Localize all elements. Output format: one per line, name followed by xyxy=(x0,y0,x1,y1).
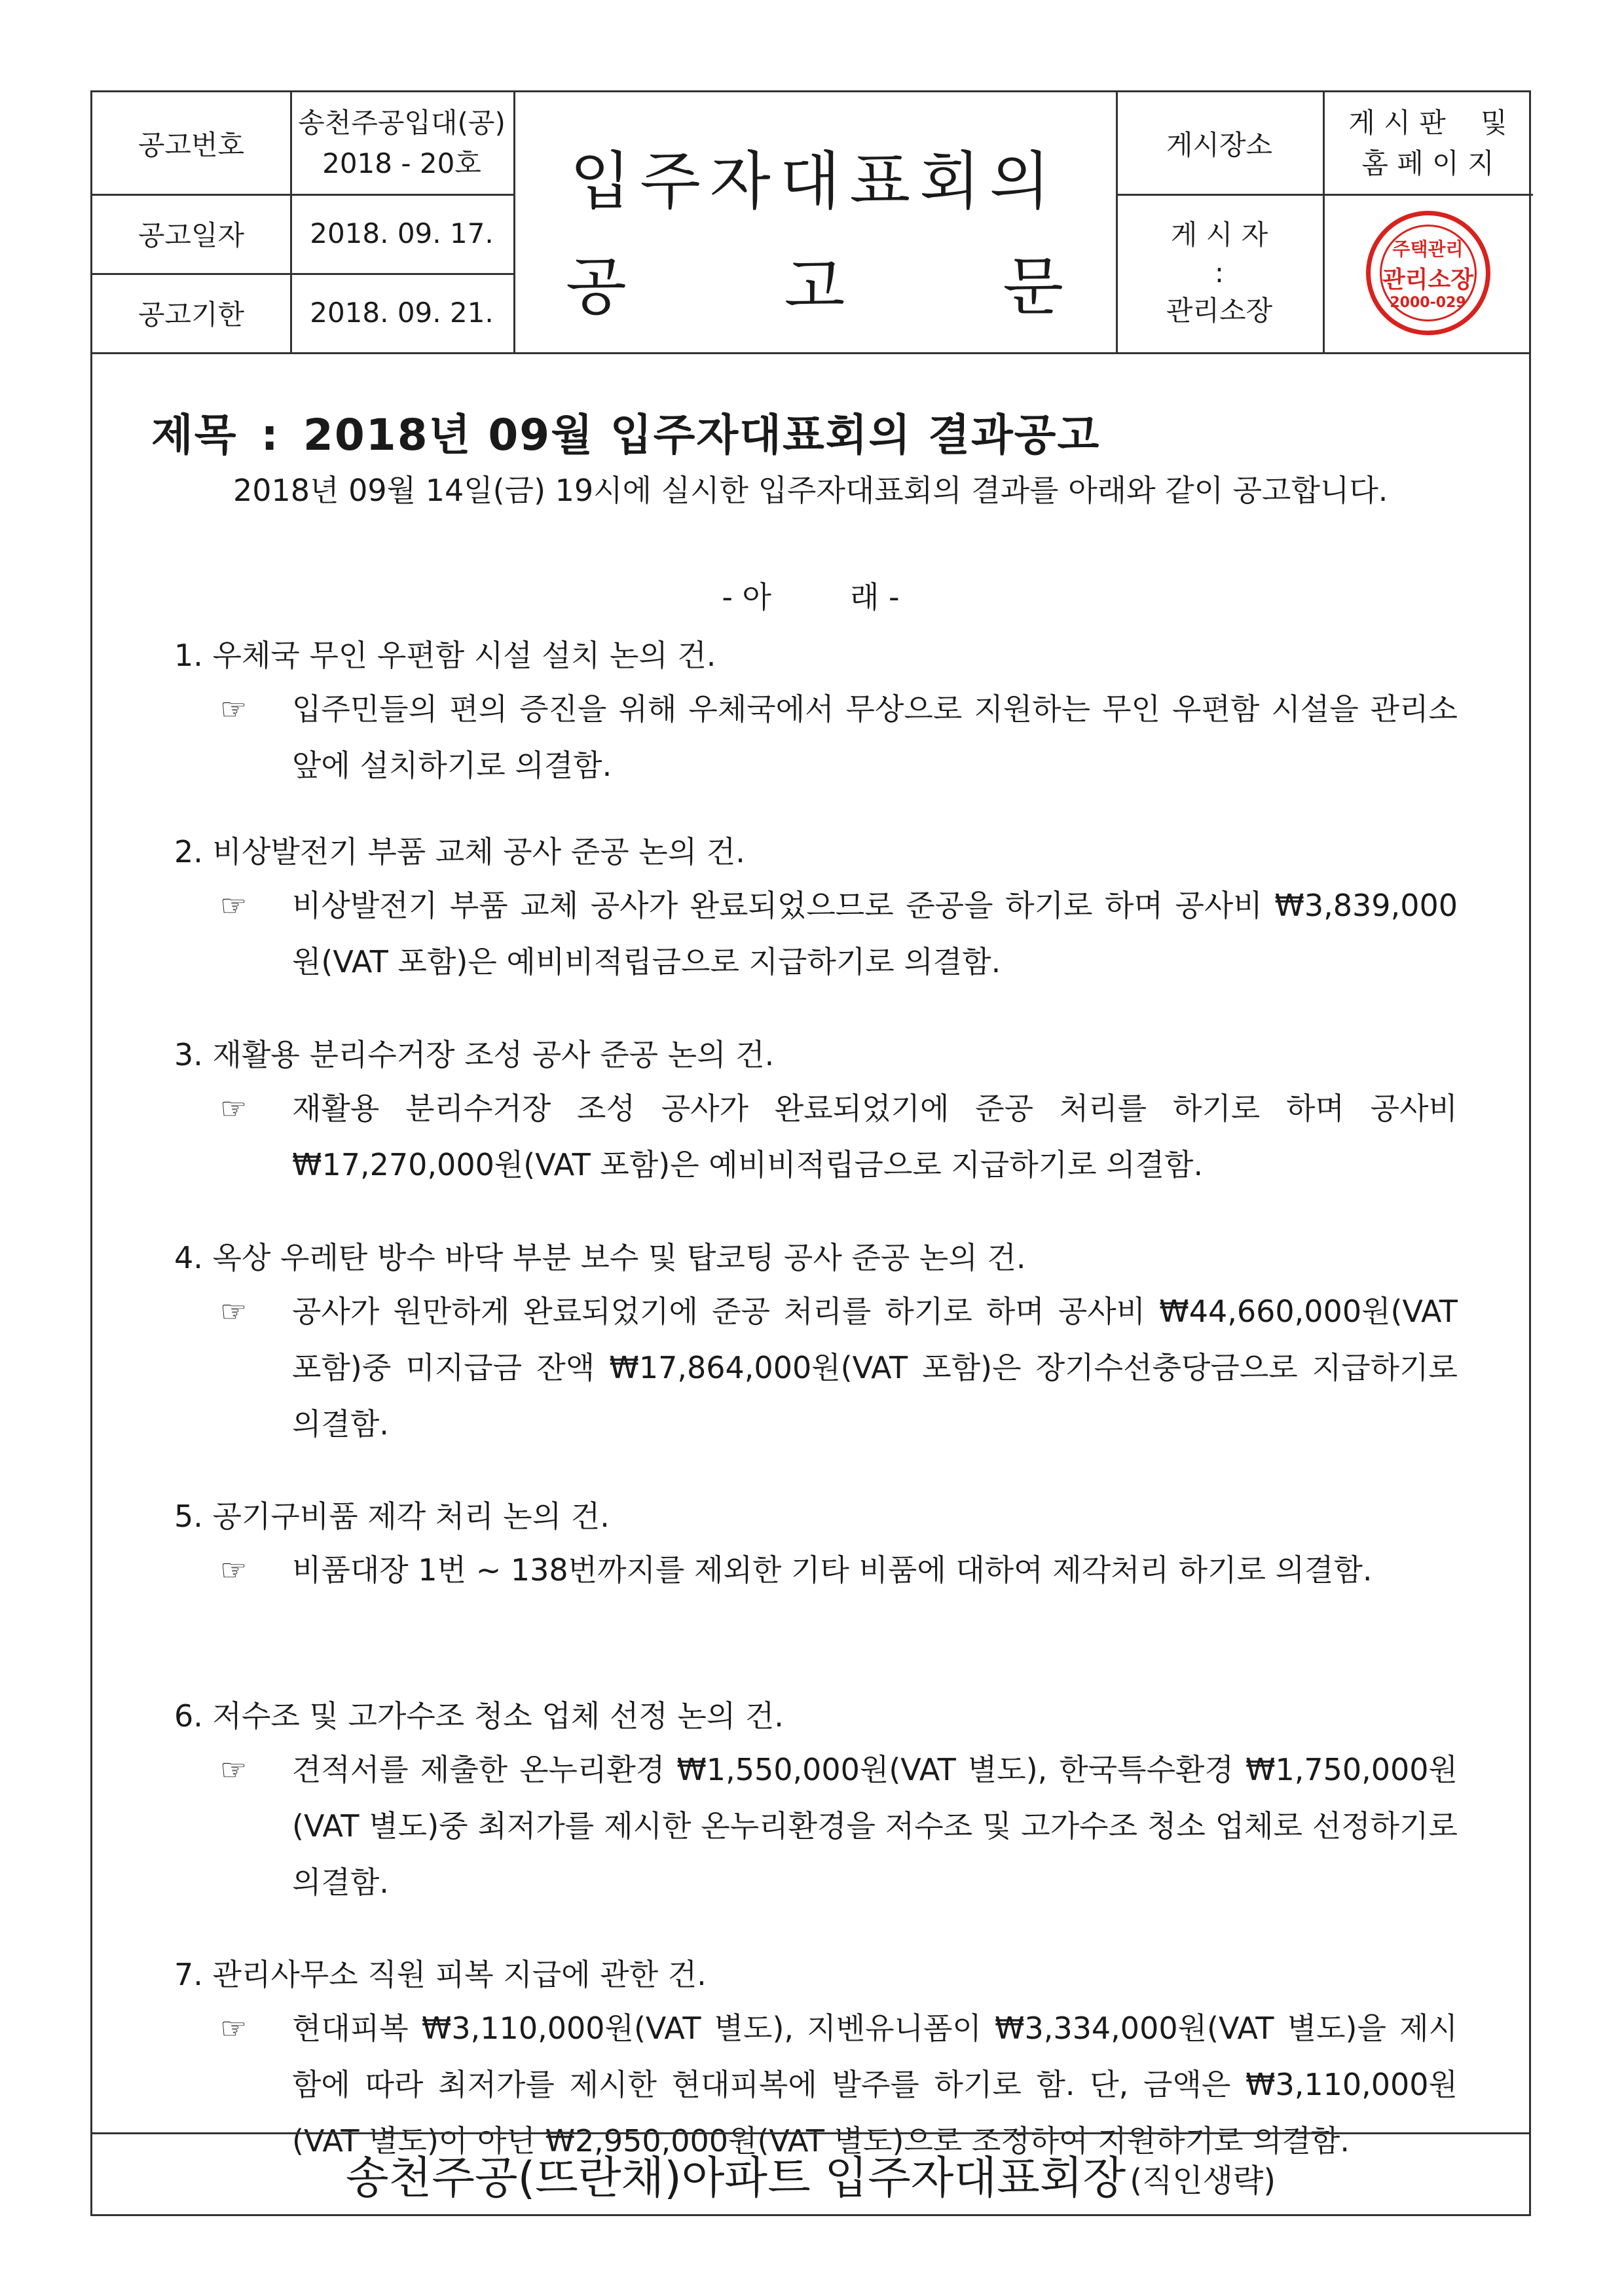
pointing-hand-icon: ☞ xyxy=(220,691,248,727)
agenda-item-title: 2. 비상발전기 부품 교체 공사 준공 논의 건. xyxy=(174,834,745,869)
intro-paragraph: 2018년 09월 14일(금) 19시에 실시한 입주자대표회의 결과를 아래와 같이 공고합니다. xyxy=(233,473,1388,508)
post-place-value-line1: 게 시 판 및 xyxy=(1348,106,1507,139)
agenda-item-desc: 공사가 원만하게 완료되었기에 준공 처리를 하기로 하며 공사비 ₩44,660,000원(VAT 포함)중 미지급금 잔액 ₩17,864,000원(VAT 포함)은 장기수선충당금으로 지급하기로 의결함. xyxy=(292,1294,1458,1442)
agenda-item-1 xyxy=(174,632,1458,793)
title-line1: 입주자대표회의 xyxy=(570,144,1060,218)
post-place-value xyxy=(1323,92,1533,194)
subject-line xyxy=(151,400,1100,462)
pointing-hand-icon: ☞ xyxy=(220,888,248,923)
agenda-item-title: 1. 우체국 무인 우편함 시설 설치 논의 건. xyxy=(174,638,716,673)
agenda-item-desc: 재활용 분리수거장 조성 공사가 완료되었기에 준공 처리를 하기로 하며 공사비 ₩17,270,000원(VAT 포함)은 예비비적립금으로 지급하기로 의결함. xyxy=(292,1091,1458,1182)
subject-label: 제목 xyxy=(151,410,238,460)
document-frame xyxy=(90,90,1531,2216)
agenda-item-desc: 현대피복 ₩3,110,000원(VAT 별도), 지벤유니폼이 ₩3,334,000원(VAT 별도)을 제시함에 따라 최저가를 제시한 현대피복에 발주를 하기로 함. 단, 금액은 ₩3,110,000원(VAT 별도)이 아닌 ₩2,950,000원(VAT 별도)으로 조정하여 지원하기로 의결함. xyxy=(292,2011,1458,2159)
seal-line3: 2000-029 xyxy=(1390,295,1466,311)
agenda-item-title: 5. 공기구비품 제각 처리 논의 건. xyxy=(174,1499,610,1534)
notice-no-value xyxy=(290,92,513,194)
agenda-item-5 xyxy=(174,1493,1458,1598)
signature-footer xyxy=(92,2132,1529,2214)
official-seal xyxy=(1366,211,1490,335)
pointing-hand-icon: ☞ xyxy=(220,2011,248,2046)
notice-period-label: 공고기한 xyxy=(138,298,245,331)
title-char-3: 문 xyxy=(1003,249,1063,323)
subject-text: 2018년 09월 입주자대표회의 결과공고 xyxy=(303,410,1101,460)
arae-left: - 아 xyxy=(722,579,771,615)
notice-no-value-line1: 송천주공입대(공) xyxy=(298,106,506,139)
pointing-hand-icon: ☞ xyxy=(220,1294,248,1329)
agenda-item-desc: 비품대장 1번 ~ 138번까지를 제외한 기타 비품에 대하여 제각처리 하기로 의결함. xyxy=(292,1552,1373,1588)
title-line2 xyxy=(566,237,1063,327)
pointing-hand-icon: ☞ xyxy=(220,1091,248,1126)
agenda-item-desc: 비상발전기 부품 교체 공사가 완료되었으므로 준공을 하기로 하며 공사비 ₩3,839,000원(VAT 포함)은 예비비적립금으로 지급하기로 의결함. xyxy=(292,888,1458,979)
arae-right: 래 - xyxy=(850,579,900,615)
notice-no-value-line2: 2018 - 20호 xyxy=(322,147,481,179)
notice-date-value: 2018. 09. 17. xyxy=(310,217,494,249)
notice-date-label: 공고일자 xyxy=(138,219,245,251)
poster-label-line1: 게 시 자 xyxy=(1170,219,1268,251)
subject-colon: : xyxy=(261,410,280,460)
seal-line1: 주택관리 xyxy=(1392,238,1464,260)
agenda-item-desc: 견적서를 제출한 온누리환경 ₩1,550,000원(VAT 별도), 한국특수환경 ₩1,750,000원(VAT 별도)중 최저가를 제시한 온누리환경을 저수조 및 고가수조 청소 업체로 선정하기로 의결함. xyxy=(292,1752,1458,1900)
agenda-item-desc: 입주민들의 편의 증진을 위해 우체국에서 무상으로 지원하는 무인 우편함 시설을 관리소 앞에 설치하기로 의결함. xyxy=(292,691,1458,783)
post-place-value-line2: 홈 페 이 지 xyxy=(1361,147,1494,179)
agenda-item-3 xyxy=(174,1032,1458,1193)
arae-heading xyxy=(92,574,1529,617)
title-char-1: 공 xyxy=(566,249,627,323)
agenda-item-title: 7. 관리사무소 직원 피복 지급에 관한 건. xyxy=(174,1957,707,1992)
agenda-item-title: 3. 재활용 분리수거장 조성 공사 준공 논의 건. xyxy=(174,1037,775,1072)
header-table xyxy=(92,92,1529,354)
footer-seal-omitted: (직인생략) xyxy=(1130,2162,1276,2199)
notice-no-label: 공고번호 xyxy=(138,128,245,161)
agenda-item-title: 4. 옥상 우레탄 방수 바닥 부분 보수 및 탑코팅 공사 준공 논의 건. xyxy=(174,1240,1026,1275)
poster-label-line2: : xyxy=(1214,257,1225,289)
agenda-item-title: 6. 저수조 및 고가수조 청소 업체 선정 논의 건. xyxy=(174,1698,784,1734)
poster-label xyxy=(1116,194,1323,352)
seal-cell xyxy=(1323,194,1533,352)
agenda-item-4 xyxy=(174,1235,1458,1452)
agenda-item-6 xyxy=(174,1693,1458,1910)
footer-signatory: 송천주공(뜨란채)아파트 입주자대표회장 xyxy=(345,2152,1126,2204)
post-place-label: 게시장소 xyxy=(1166,128,1273,161)
notice-title xyxy=(513,92,1116,352)
title-char-2: 고 xyxy=(784,249,845,323)
pointing-hand-icon: ☞ xyxy=(220,1552,248,1588)
poster-label-line3: 관리소장 xyxy=(1166,295,1273,327)
pointing-hand-icon: ☞ xyxy=(220,1752,248,1787)
agenda-item-2 xyxy=(174,829,1458,990)
notice-period-value: 2018. 09. 21. xyxy=(310,296,494,329)
seal-line2: 관리소장 xyxy=(1382,266,1474,293)
